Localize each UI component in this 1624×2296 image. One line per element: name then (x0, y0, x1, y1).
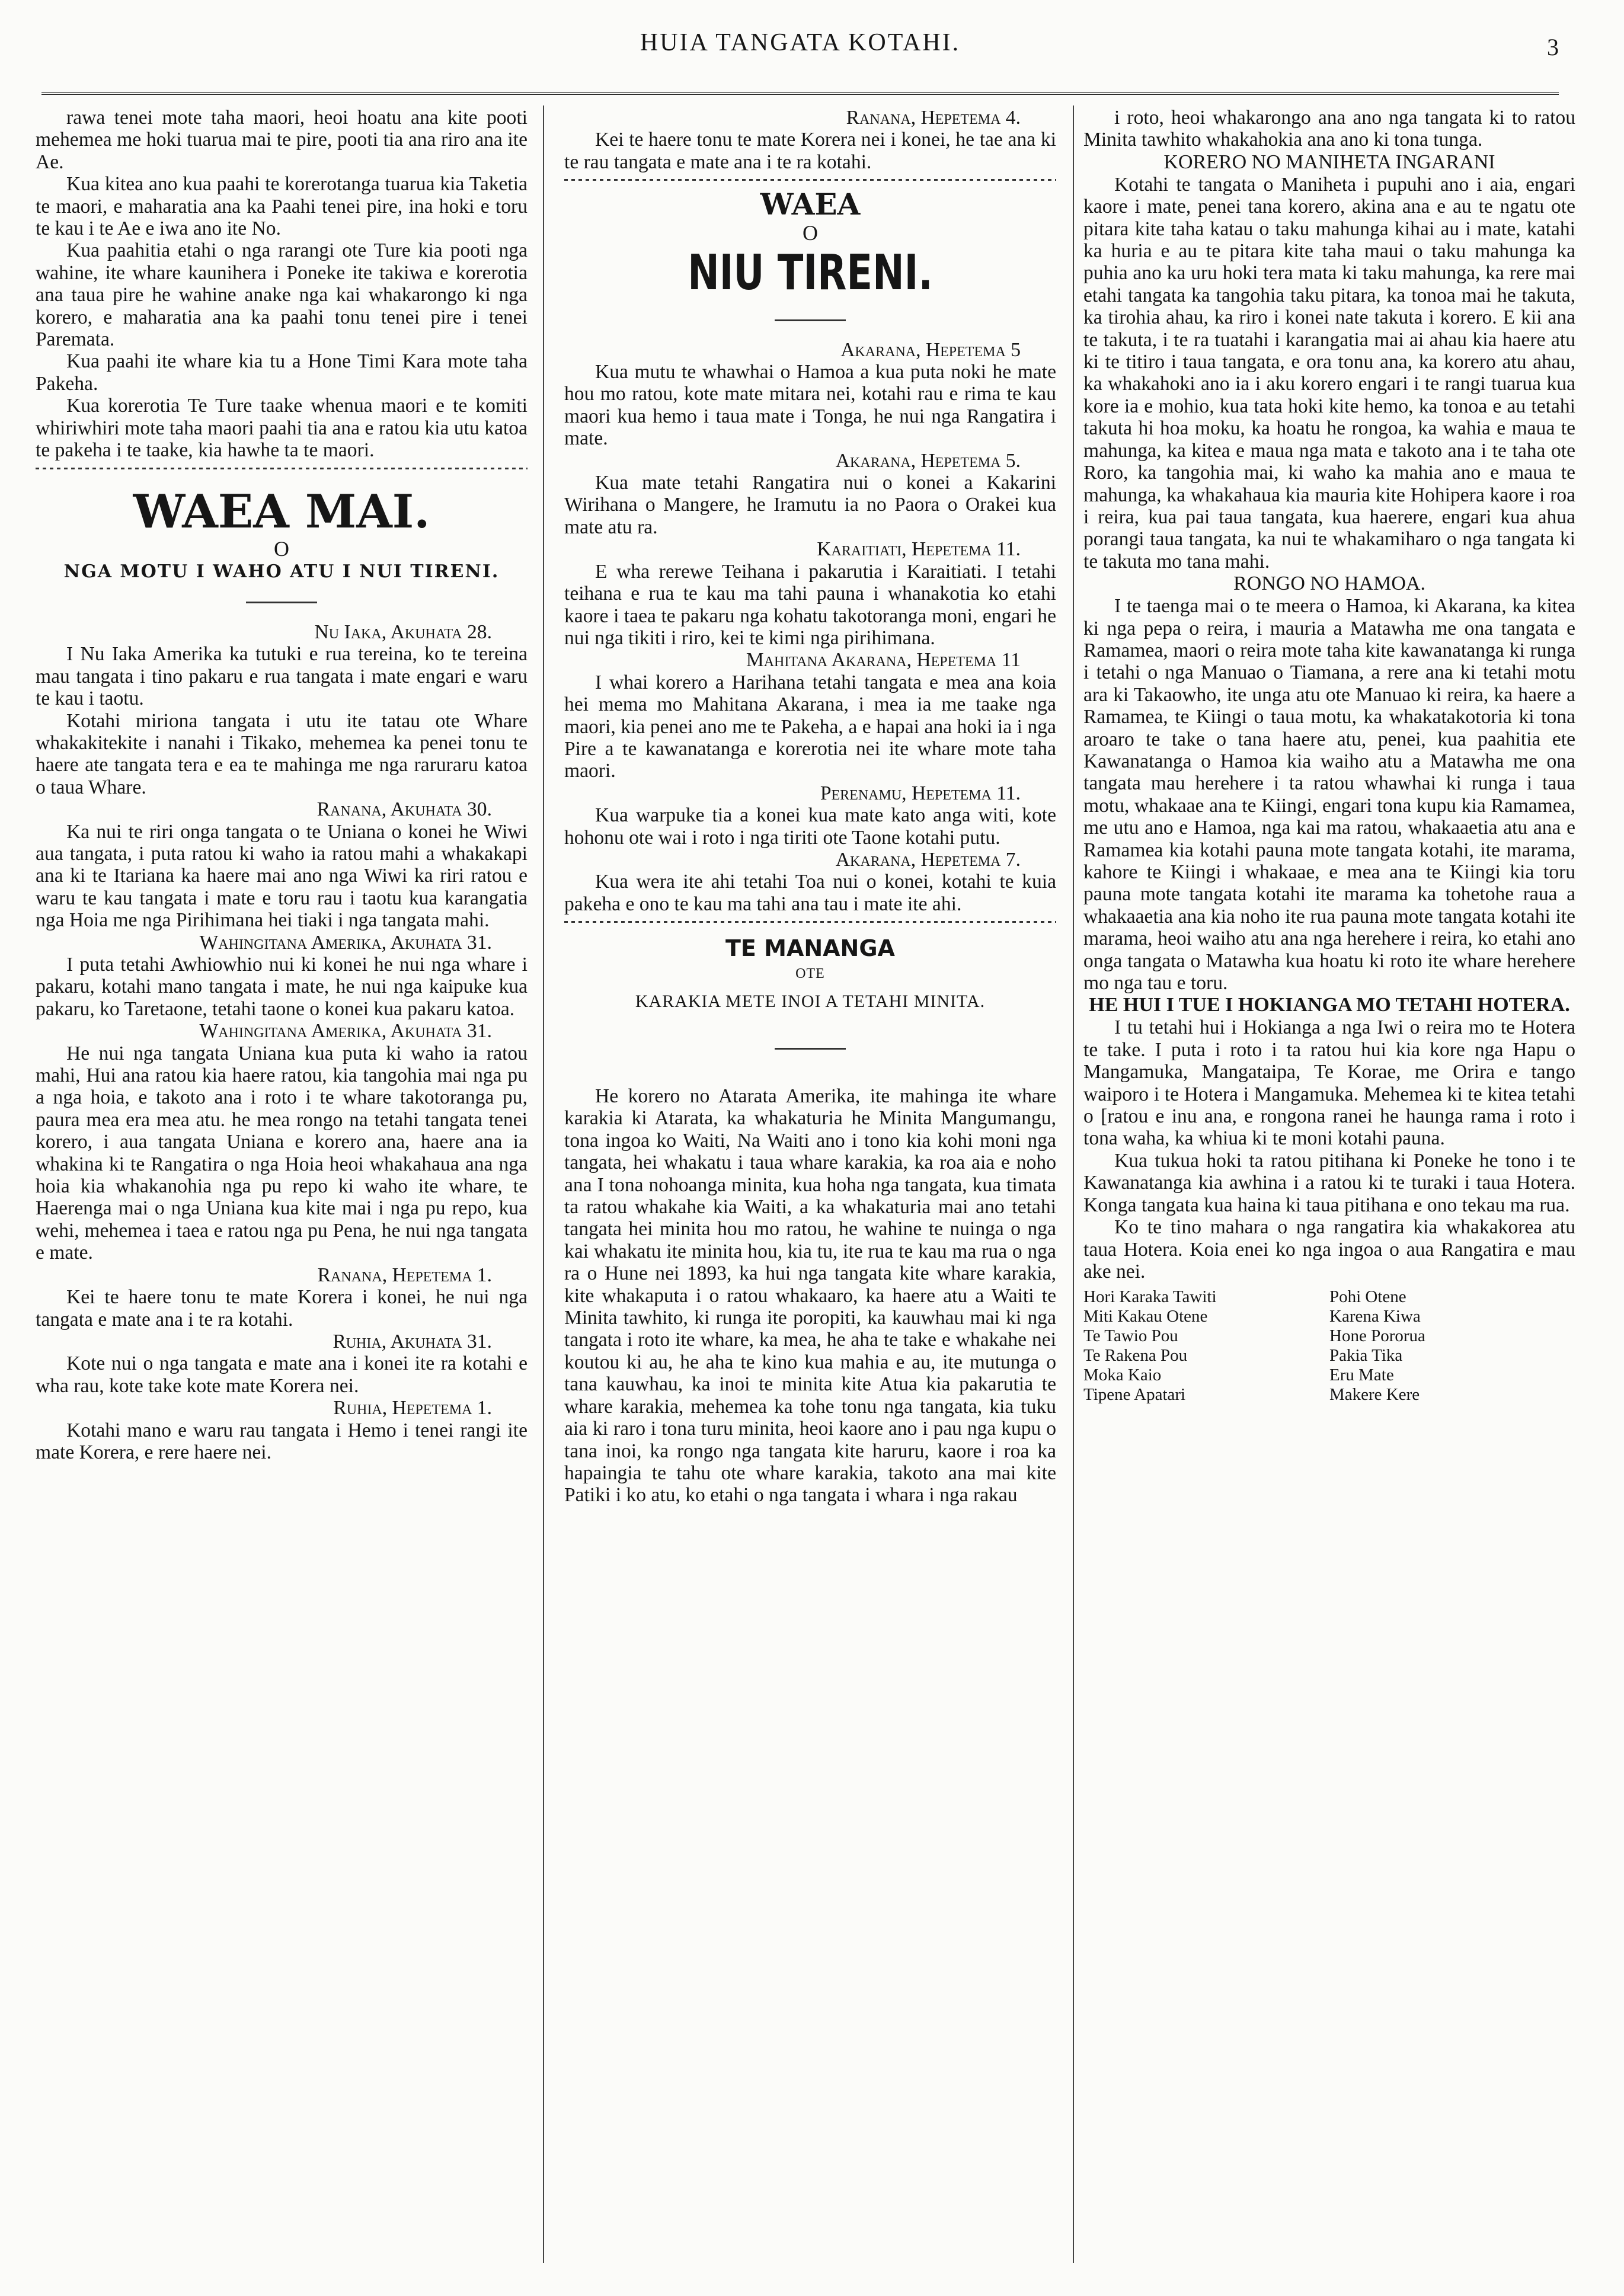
article-body (36, 107, 528, 462)
short-divider (775, 1048, 846, 1050)
dateline: Akarana, Hepetema 5 (840, 338, 1021, 361)
paragraph: Kotahi te tangata o Maniheta i pupuhi ano i aia, engari kaore i mate, penei tana korero, akina ana e au te ngatu ote pitara kite taha katau o taku mahunga kihai au i mate, katahi ka huria e au te pitara kite taha maui o taku mahunga ka puhia ano ka uru hoki tera mata ki taku mahunga, ka rere mai etahi tangata ka tangohia taku pitara, ka tonoa mai he takuta, ka tirohia ahau, ka riro i konei nate takuta i korero. E kii ana te takuta, i te ra tuatahi i karangatia mai ai ahau kia haere atu ki te titiro i taua tangata, e ora tonu ana, ka korero atu ahau, ka whakahoki ano ia i aku korero engari i te rangi tuarua kua kore ia e mohio, kua tata hoki kite hemo, ka tonoa e au tetahi takuta hi hoa moku, ka hoatu he rongoa, ka wahia e maua te mahunga, ka kitea e maua nga mata e takoto ana i te taha ote Roro, ka tangohia mai, ki waho ka mahia ano e maua te mahunga, ka whakahaua kia mauria kite Hohipera kaore i roa i reira, kua pai taua tangata, kua haerere, engari kua ahua porangi taua tangata, ka nui te whakamiharo o nga tangata ki te takuta mo tana mahi. (1083, 173, 1575, 573)
signatory-name: Makere Kere (1329, 1385, 1420, 1405)
signatory-name: Hori Karaka Tawiti (1083, 1287, 1217, 1307)
signatory-name: Tipene Apatari (1083, 1385, 1186, 1405)
header-rule (41, 92, 1559, 95)
dateline: Wahingitana Amerika, Akuhata 31. (199, 931, 492, 954)
dispatch-text: Kei te haere tonu te mate Korera nei i konei, he tae ana ki te rau tangata e mate ana i te ra kotahi. (564, 129, 1056, 173)
section-divider (564, 921, 1056, 923)
page-header (41, 28, 1559, 70)
signatory-names (1083, 1287, 1575, 1405)
section-divider (36, 468, 528, 469)
signatory-name: Te Tawio Pou (1083, 1326, 1178, 1346)
dispatch-text: Kotahi miriona tangata i utu ite tatau ote Whare whakakitekite i nanahi i Tikako, mehemea ka penei tonu te haere ate tangata tera e ea te mahinga me nga raruraru katoa o taua Whare. (36, 709, 528, 798)
paragraph: I tu tetahi hui i Hokianga a nga Iwi o reira mo te Hotera te take. I puta i roto i ta ratou hui kia kore nga Hapu o Mangamuka, Mangataipa, Te Korae, me Orira e tango waiporo i te Hotera i Mangamuka. Mehemea ki te kitea tetahi o [ratou e inu ana, e rongona ranei he haunga rama i roto i tona waha, ka whiua ki te moni kotahi pauna. (1083, 1016, 1575, 1150)
paragraph: He korero no Atarata Amerika, ite mahinga ite whare karakia ki Atarata, ka whakaturia he Minita Mangumangu, tona ingoa ko Waiti, Na Waiti ano i tono kia kohi moni nga tangata, hei whakatu i taua whare karakia, ka roa aia e noho ana I tona nohoanga minita, kua hoha nga tangata, kua timata ta ratou whakahe kia Waiti, a ka whakaturia mai ano tetahi tangata hei minita hou mo ratou, he wahine te nuinga o nga kai whakatu ite minita hou, kia tu, ite rua te kau ma rua o nga ra o Hune nei 1893, ka hui nga tangata kite whare karakia, kite whakaputa i o ratou whakaaro, ka haere atu a Waiti te Minita tawhito, ki runga ite poropiti, ka kauwhau mai ki nga tangata i roto ite whare, ka mea, he aha te take e whakahe nei koutou ki au, he aha te kino kua mahia e au, ite mutunga o tana kauwhau, ka inoi te minita kite Atua kia pakarutia te whare karakia, mehemea ka tohe tonu nga tangata, kia tuku aia ki raro i tona turu minita, heoi kaore ano i pau nga kupu o tana inoi, ka rongo nga tangata kite haruru, kaore i roa ka hapaingia te tahu ote whare karakia, takoto ana mai kite Patiki i ko atu, ko etahi o nga tangata i whara i nga rakau (564, 1085, 1056, 1507)
dispatch-text: Kua warpuke tia a konei kua mate kato anga witi, kote hohonu ote wai i roto i nga tiriti ote Taone kotahi putu. (564, 804, 1056, 849)
signatory-name: Moka Kaio (1083, 1366, 1162, 1385)
paragraph: Ko te tino mahara o nga rangatira kia whakakorea atu taua Hotera. Koia enei ko nga ingoa o aua Rangatira e mau ake nei. (1083, 1216, 1575, 1283)
paragraph: Kua tukua hoki ta ratou pitihana ki Poneke he tono i te Kawanatanga kia awhina i a ratou ki te turaki i taua Hotera. Konga tangata kua haina ki taua pitihana e ono tekau ma rua. (1083, 1149, 1575, 1216)
page-number: 3 (1547, 34, 1559, 60)
dateline: Ranana, Akuhata 30. (317, 798, 492, 821)
section-subtitle: NGA MOTU I WAHO ATU I NUI TIRENI. (63, 561, 500, 582)
dateline: Ruhia, Akuhata 31. (333, 1330, 492, 1352)
column-2 (564, 107, 1056, 1507)
section-title: WAEA MAI. (133, 484, 430, 539)
paragraph: rawa tenei mote taha maori, heoi hoatu ana kite pooti mehemea me hoki tuarua mai te pire, pooti tia ana riro ana ite Ae. (36, 107, 528, 173)
section-divider (564, 179, 1056, 181)
short-divider (246, 602, 317, 603)
dispatch-text: Kua wera ite ahi tetahi Toa nui o konei, kotahi te kuia pakeha e ono te kau ma tahi ana tau i mate ite ahi. (564, 871, 1056, 915)
paragraph: I te taenga mai o te meera o Hamoa, ki Akarana, ka kitea ki nga pepa o reira, i mauria a Matawha me ona tangata e Ramamea, maori o reira mote taha kite kawanatanga ki runga i tetahi o nga Manuao o Tiamana, a rere ana ki tetahi motu ara ki Takaowho, ite unga atu ote Manuao ki reira, ka haere a Ramamea, te Kiingi o taua motu, ka whakatakotoria ki tona aroaro te take o tana haere atu, penei, kua paahitia ete Kawanatanga o Hamoa kia waiho atu a Matawha me ona tangata mau herehere i ta ratou whawhai ki runga i taua motu, whakaae ana te Kiingi, engari tona kupu kia Ramamea, me utu ano e Hamoa, nga kai ma ratou, whakaaetia atu ana e Ramamea kia kotahi pauna mote tangata kotahi, ite marama, kahore te Kiingi i whakaae, e mea ana te Kiingi kia toru pauna mote tangata kotahi ite marama ka tohetohe raua a whakaaetia ana kia noho ite rua pauna mote tangata kotahi ite marama, heoi waiho atu ana nga herehere i reira, ko etahi ano onga tangata o Matawha kua hoatu ki roto ite whare herehere mo nga tau e toru. (1083, 595, 1575, 994)
dispatch-text: E wha rerewe Teihana i pakarutia i Karaitiati. I tetahi teihana e rua te kau ma tahi pauna i whanakotia ko etahi kaore i taea te pakaru nga kohatu takotoranga moni, engari he nui nga tikiti i riro, kei te kimi nga pirihimana. (564, 560, 1056, 649)
dateline: Akarana, Hepetema 7. (835, 848, 1021, 871)
dateline: Nu Iaka, Akuhata 28. (314, 621, 492, 643)
dateline: Ranana, Hepetema 4. (846, 107, 1021, 129)
article-body (1083, 174, 1575, 573)
article-body (1083, 595, 1575, 994)
article-body (1083, 1016, 1575, 1283)
column-divider (543, 105, 544, 2263)
dispatch-text: I puta tetahi Awhiowhio nui ki konei he nui nga whare i pakaru, kotahi mano tangata i mate, he nui nga kaipuke kua pakaru, ko Taretaone, tetahi taone o konei kua pakaru katoa. (36, 954, 528, 1020)
article-body (1083, 107, 1575, 151)
dateline: Akarana, Hepetema 5. (835, 449, 1021, 472)
dispatch-list (564, 107, 1056, 173)
short-divider (775, 319, 846, 321)
article-heading: KORERO NO MANIHETA INGARANI (1163, 151, 1495, 173)
column-3 (1083, 107, 1575, 1405)
signatory-name: Eru Mate (1329, 1366, 1394, 1385)
paragraph: Kua kitea ano kua paahi te korerotanga tuarua kia Taketia te maori, e maharatia ana ka Paahi tenei pire, ina hoki e toru te kau i te Ae e iwa ano ite No. (36, 173, 528, 240)
dateline: Karaitiati, Hepetema 11. (817, 538, 1021, 561)
dateline: Perenamu, Hepetema 11. (820, 782, 1021, 804)
section-connector: O (274, 536, 289, 561)
signatory-name: Pakia Tika (1329, 1346, 1403, 1366)
signatory-name: Miti Kakau Otene (1083, 1307, 1208, 1326)
dateline: Ruhia, Hepetema 1. (333, 1397, 492, 1419)
article-heading: RONGO NO HAMOA. (1233, 573, 1425, 595)
section-title: TE MANANGA (725, 935, 895, 962)
dispatch-text: Kua mutu te whawhai o Hamoa a kua puta noki he mate hou mo ratou, kote mate mitara nei, kotahi rau e rima te kau maori kua hemo i taua mate i Tonga, he nui nga Rangatira i mate. (564, 361, 1056, 450)
section-connector: O (803, 221, 818, 245)
dateline: Wahingitana Amerika, Akuhata 31. (199, 1020, 492, 1043)
signatory-name: Te Rakena Pou (1083, 1346, 1188, 1366)
dispatch-text: Kei te haere tonu te mate Korera i konei, he nui nga tangata e mate ana i te ra kotahi. (36, 1286, 528, 1331)
paragraph: i roto, heoi whakarongo ana ano nga tangata ki to ratou Minita tawhito whakahokia ana ano ki tona tunga. (1083, 107, 1575, 151)
column-divider (1073, 105, 1074, 2263)
dispatch-list (564, 339, 1056, 916)
article-body (564, 1085, 1056, 1507)
dispatch-text: Ka nui te riri onga tangata o te Uniana o konei he Wiwi aua tangata, i puta ratou ki waho ia ratou mahi a whakakapi ana ki te Itariana ka haere mai ano nga Wiwi ka riri ratou e waru te kau tangata i mate e toru rau i taotu kua karangatia nga Hoia me nga Pirihimana hei tiaki i nga tangata mahi. (36, 820, 528, 932)
dispatch-text: I Nu Iaka Amerika ka tutuki e rua tereina, ko te tereina mau tangata i tino pakaru e rua tangata i mate engari e waru te kau i taotu. (36, 643, 528, 710)
paragraph: Kua paahi ite whare kia tu a Hone Timi Kara mote taha Pakeha. (36, 350, 528, 395)
newspaper-title: HUIA TANGATA KOTAHI. (640, 29, 961, 56)
signatory-name: Pohi Otene (1329, 1287, 1406, 1307)
paragraph: Kua korerotia Te Ture taake whenua maori e te komiti whiriwhiri mote taha maori paahi tia ana e ratou kia utu katoa te pakeha i te taake, kia hawhe ta te maori. (36, 395, 528, 462)
dispatch-text: He nui nga tangata Uniana kua puta ki waho ia ratou mahi, Hui ana ratou kia haere ratou, kia tangohia mai nga pu a nga hoia, e takoto ana i roto i te whare takotoranga pu, paura mea era mea atu. he mea rongo na tetahi tangata tenei korero, i aua tangata Uniana e korero ana, haere ana ia whakina ki te Rangatira o nga Hoia heoi whakahaua ana nga hoia kia whakanohia nga pu repo ki waho ite whare, te Haerenga mai o nga Uniana kua kite mai i nga pu repo, kua wehi, mehemea i taea e ratou nga pu Pena, he nui nga tangata e mate. (36, 1042, 528, 1264)
signatory-name: Hone Pororua (1329, 1326, 1425, 1346)
signatory-name: Karena Kiwa (1329, 1307, 1421, 1326)
dispatch-text: Kotahi mano e waru rau tangata i Hemo i tenei rangi ite mate Korera, e rere haere nei. (36, 1419, 528, 1463)
dispatch-text: I whai korero a Harihana tetahi tangata e mea ana koia hei mema mo Mahitana Akarana, i mea ia me taake nga maori, kia penei ano me te Pakeha, a e hapai ana hoki ia i nga Pire a te kawanatanga e korerotia nei ite whare mote taha maori. (564, 671, 1056, 782)
column-1 (36, 107, 528, 1463)
section-title-large: NIU TIRENI. (688, 244, 933, 301)
paragraph: Kua paahitia etahi o nga rarangi ote Ture kia pooti nga wahine, ite whare kaunihera i Poneke ite takiwa e korerotia ana taua pire he wahine anake nga kai whakarongo ki nga korero, e maharatia ana ka paahi tonu tenei pire i tenei Paremata. (36, 239, 528, 351)
section-title: WAEA (760, 187, 861, 222)
section-subtitle: KARAKIA METE INOI A TETAHI MINITA. (635, 991, 986, 1011)
dispatch-text: Kua mate tetahi Rangatira nui o konei a Kakarini Wirihana o Mangere, he Iramutu ia no Paora o Orakei kua mate atu ra. (564, 472, 1056, 538)
dateline: Ranana, Hepetema 1. (317, 1264, 492, 1286)
article-heading: HE HUI I TUE I HOKIANGA MO TETAHI HOTERA. (1089, 994, 1570, 1016)
dispatch-list (36, 621, 528, 1463)
dispatch-text: Kote nui o nga tangata e mate ana i konei ite ra kotahi e wha rau, kote take kote mate Korera nei. (36, 1352, 528, 1397)
dateline: Mahitana Akarana, Hepetema 11 (746, 649, 1021, 671)
section-connector: OTE (795, 966, 825, 982)
